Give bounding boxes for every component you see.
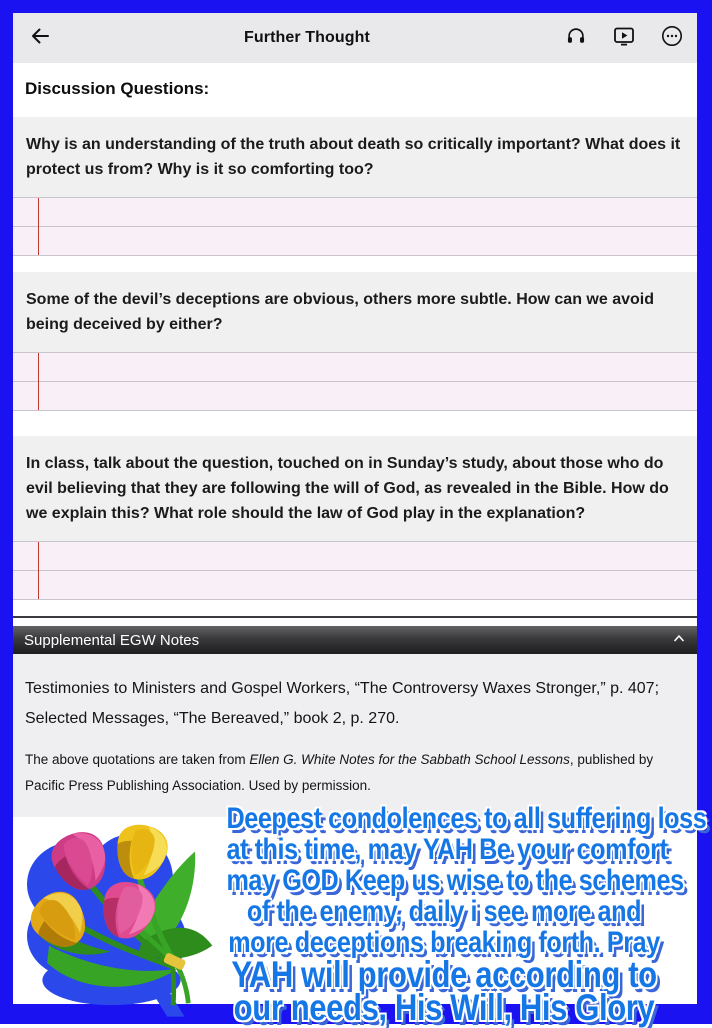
video-button[interactable]: [611, 25, 637, 51]
question-1-answer-area[interactable]: [13, 197, 697, 256]
ruled-line: [13, 226, 697, 227]
message-line: our needs, His Will, His Glory: [233, 987, 655, 1028]
message-line: more deceptions breaking forth. Pray: [228, 926, 660, 959]
ruled-line: [13, 570, 697, 571]
condolence-message: [185, 802, 707, 1028]
audio-button[interactable]: [563, 25, 589, 51]
question-1-text: Why is an understanding of the truth about death so critically important? What does it protect us from? Why is it so comforting too?: [13, 117, 697, 197]
margin-line: [38, 198, 39, 255]
ruled-line: [13, 381, 697, 382]
headphones-icon: [565, 25, 587, 52]
egw-notes-title: Supplemental EGW Notes: [24, 631, 200, 649]
ellipsis-menu-icon: [660, 24, 684, 53]
discussion-questions-heading: Discussion Questions:: [25, 79, 210, 98]
condolence-image: [13, 802, 707, 1028]
permission-prefix: The above quotations are taken from: [25, 752, 250, 767]
message-line: may GOD Keep us wise to the schemes: [226, 864, 684, 897]
message-line: YAH will provide according to: [231, 954, 657, 995]
video-player-icon: [612, 24, 636, 53]
egw-citation: Testimonies to Ministers and Gospel Workers, “The Controversy Waxes Stronger,” p. 407; Selected Messages, “The Bereaved,” book 2, p. 270.: [25, 680, 660, 727]
chevron-up-icon[interactable]: [672, 631, 686, 649]
egw-notes-body: [13, 654, 697, 817]
margin-line: [38, 542, 39, 599]
back-button[interactable]: [25, 23, 55, 53]
page-title: Further Thought: [244, 29, 370, 46]
question-2-text: Some of the devil’s deceptions are obvious, others more subtle. How can we avoid being deceived by either?: [13, 272, 697, 352]
question-2-answer-area[interactable]: [13, 352, 697, 411]
section-divider: [13, 616, 697, 618]
content-area: [13, 79, 707, 1028]
top-bar: [13, 13, 697, 63]
permission-suffix: , published by Pacific Press Publishing Association. Used by permission.: [25, 752, 654, 793]
egw-permission-note: [25, 747, 685, 799]
egw-notes-header-bar[interactable]: [13, 626, 697, 654]
top-bar-actions: [563, 25, 685, 51]
question-3-answer-area[interactable]: [13, 541, 697, 600]
message-line: at this time, may YAH Be your comfort: [226, 833, 668, 866]
back-arrow-icon: [28, 24, 52, 53]
more-button[interactable]: [659, 25, 685, 51]
margin-line: [38, 353, 39, 410]
message-line: Deepest condolences to all suffering loss: [226, 802, 707, 835]
question-3-text: In class, talk about the question, touched on in Sunday’s study, about those who do evil believing that they are following the will of God, as revealed in the Bible. How do we explain this? What role should the law of God play in the explanation?: [13, 436, 697, 541]
app-window: [13, 13, 707, 1028]
permission-source-title: Ellen G. White Notes for the Sabbath School Lessons: [249, 752, 570, 767]
message-line: of the enemy, daily i see more and: [246, 895, 642, 928]
